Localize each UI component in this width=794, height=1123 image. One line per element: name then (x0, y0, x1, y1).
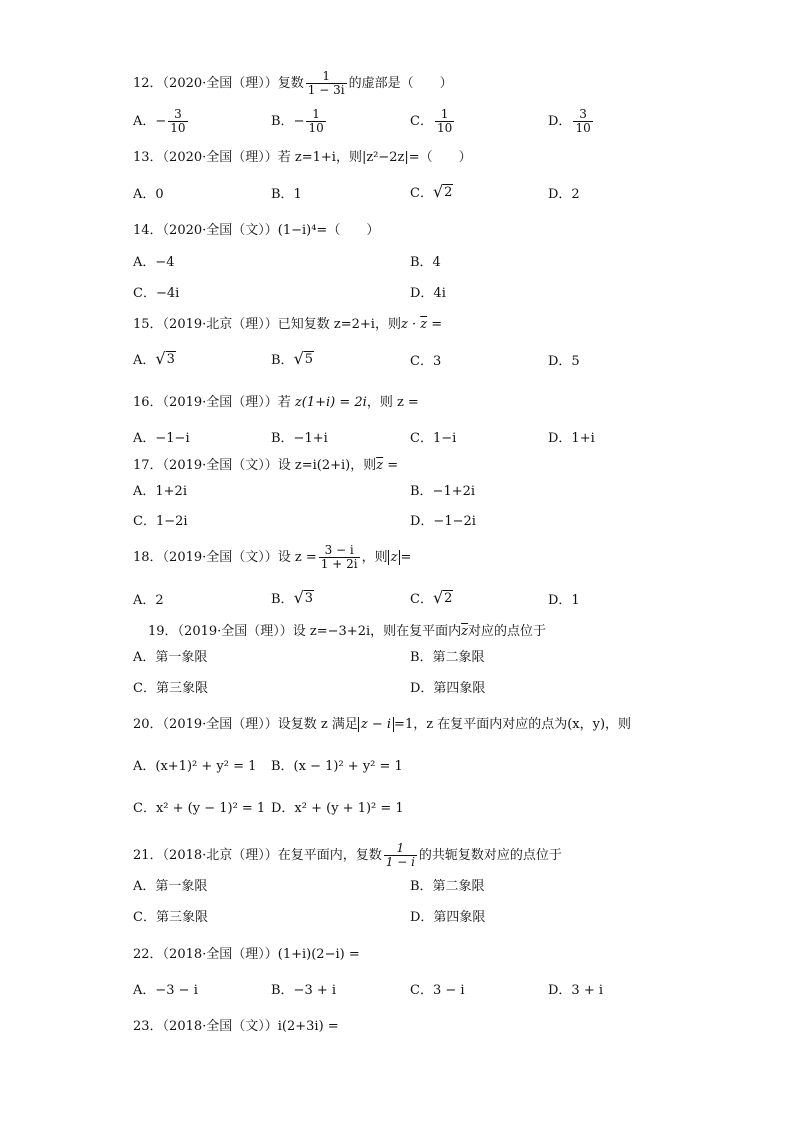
q14-option-d[interactable]: D．4i (410, 286, 446, 301)
q15-option-b[interactable] (271, 351, 314, 370)
q20-option-d[interactable]: D．x² + (y + 1)² = 1 (271, 801, 404, 816)
q12-option-c[interactable] (410, 108, 456, 135)
q17-option-c[interactable]: C．1−2i (133, 514, 188, 529)
q12-a-den: 10 (170, 121, 186, 135)
q18-c-label: C． (410, 592, 433, 607)
q19-stem-zbar: $\overline{z}$ (461, 624, 468, 639)
q21-option-d[interactable]: D．第四象限 (410, 910, 486, 925)
q15-a-radicand: 3 (166, 352, 175, 367)
q19-option-c[interactable]: C．第三象限 (133, 681, 208, 696)
q15-stem-zbar: $\overline{z}$ (420, 317, 428, 332)
question-17-stem (133, 457, 398, 475)
q18-b-sqrt: √ 3 (293, 588, 314, 607)
q22-option-c[interactable]: C．3 − i (410, 983, 465, 998)
q18-stem-eq: = (400, 550, 412, 565)
q17-option-a[interactable]: A．1+2i (133, 484, 187, 499)
q16-stem-prefix: 16．（2019·全国（理））若 (133, 395, 291, 410)
q20-option-a[interactable]: A．(x+1)² + y² = 1 (133, 759, 257, 774)
q12-option-b[interactable] (271, 108, 328, 135)
q12-a-frac (168, 108, 187, 135)
q18-option-d[interactable]: D．1 (548, 593, 580, 608)
q12-option-d[interactable] (548, 108, 595, 135)
q13-option-a[interactable]: A．0 (133, 187, 164, 202)
q18-frac-den: 1 + 2i (320, 557, 358, 571)
question-19-stem (148, 623, 546, 641)
q17-option-d[interactable]: D．−1−2i (410, 514, 476, 529)
q12-c-num: 1 (440, 107, 449, 121)
question-13-stem: 13．（2020·全国（理））若 z=1+i，则|z²−2z|=（ ） (133, 150, 472, 165)
q12-c-frac (435, 108, 454, 135)
q20-stem-abs: z − i (358, 717, 394, 732)
question-20-stem (133, 716, 631, 734)
q16-option-d[interactable]: D．1+i (548, 431, 595, 446)
q14-option-b[interactable]: B．4 (410, 255, 441, 270)
q17-option-b[interactable]: B．−1+2i (410, 484, 476, 499)
q21-option-a[interactable]: A．第一象限 (133, 879, 208, 894)
q12-frac-den: 1 − 3i (307, 83, 345, 97)
q16-option-b[interactable]: B．−1+i (271, 431, 328, 446)
q18-c-radicand: 2 (444, 591, 453, 606)
q21-option-b[interactable]: B．第二象限 (410, 879, 485, 894)
q13-c-label: C． (410, 186, 433, 201)
question-12-stem (133, 70, 453, 97)
question-22-stem: 22．（2018·全国（理））(1+i)(2−i) = (133, 947, 360, 962)
q18-frac-num: 3 − i (324, 543, 354, 557)
q15-a-label: A． (133, 353, 156, 368)
q12-c-label: C． (410, 114, 433, 129)
q13-c-radicand: 2 (444, 185, 453, 200)
q18-option-c[interactable] (410, 590, 453, 609)
q15-b-radicand: 5 (304, 352, 314, 367)
q13-option-d[interactable]: D．2 (548, 187, 580, 202)
q21-frac-den: 1 − i (385, 855, 415, 869)
q12-b-sign: − (293, 114, 305, 129)
q12-option-a[interactable] (133, 108, 190, 135)
q12-d-label: D． (548, 114, 572, 129)
q13-option-b[interactable]: B．1 (271, 187, 302, 202)
q22-option-d[interactable]: D．3 + i (548, 983, 604, 998)
q20-option-c[interactable]: C．x² + (y − 1)² = 1 (133, 801, 266, 816)
q12-b-den: 10 (308, 121, 324, 135)
q18-stem-abs: z (388, 550, 401, 565)
question-14-stem: 14．（2020·全国（文））(1−i)⁴=（ ） (133, 223, 380, 238)
q21-stem-suffix: 的共轭复数对应的点位于 (418, 848, 562, 863)
question-15-stem (133, 316, 442, 334)
q18-option-a[interactable]: A．2 (133, 593, 164, 608)
q17-stem-prefix: 17．（2019·全国（文））设 z=i(2+i)，则 (133, 458, 377, 473)
q15-option-c[interactable]: C．3 (410, 354, 442, 369)
q12-fraction (306, 70, 347, 97)
q16-stem-expr: z(1+i) = 2i (290, 395, 367, 410)
q12-c-den: 10 (436, 121, 453, 135)
q12-b-num: 1 (312, 107, 320, 121)
q14-option-c[interactable]: C．−4i (133, 286, 180, 301)
q13-option-c[interactable] (410, 184, 453, 203)
q22-option-a[interactable]: A．−3 − i (133, 983, 198, 998)
q21-fraction (384, 842, 417, 869)
q21-frac-num: 1 (396, 841, 405, 855)
q12-b-frac (306, 108, 325, 135)
q18-option-b[interactable] (271, 590, 314, 609)
q12-d-num: 3 (579, 107, 587, 121)
q19-stem-suffix: 对应的点位于 (467, 624, 546, 639)
q12-stem-suffix: 的虚部是（ ） (348, 76, 453, 91)
question-18-stem (133, 544, 411, 571)
q16-stem-suffix: ，则 z = (366, 395, 419, 410)
q18-fraction (319, 544, 360, 571)
question-23-stem: 23．（2018·全国（文））i(2+3i) = (133, 1019, 339, 1034)
q14-option-a[interactable]: A．−4 (133, 255, 175, 270)
q19-option-d[interactable]: D．第四象限 (410, 681, 486, 696)
q18-b-label: B． (271, 592, 294, 607)
q22-option-b[interactable]: B．−3 + i (271, 983, 337, 998)
q18-b-radicand: 3 (304, 591, 314, 606)
q18-stem-mid: ，则 (361, 550, 388, 565)
q16-option-c[interactable]: C．1−i (410, 431, 457, 446)
q19-stem-prefix: 19．（2019·全国（理））设 z=−3+2i，则在复平面内 (148, 624, 462, 639)
q12-d-frac (573, 108, 592, 135)
q15-stem-eq: = (427, 317, 443, 332)
q21-stem-prefix: 21．（2018·北京（理））在复平面内，复数 (133, 848, 382, 863)
q18-stem-prefix: 18．（2019·全国（文））设 z = (133, 550, 317, 565)
q15-stem-prefix: 15．（2019·北京（理））已知复数 z=2+i，则 (133, 317, 401, 332)
q17-stem-zbar: $\overline{z}$ (376, 458, 384, 473)
q20-stem-prefix: 20．（2019·全国（理））设复数 z 满足 (133, 717, 358, 732)
q15-b-label: B． (271, 353, 294, 368)
q21-option-c[interactable]: C．第三象限 (133, 910, 208, 925)
q12-a-label: A． (133, 114, 156, 129)
question-16-stem (133, 394, 419, 412)
q20-option-b[interactable]: B．(x − 1)² + y² = 1 (271, 759, 403, 774)
q15-a-sqrt: √ 3 (155, 349, 175, 368)
q15-stem-expr: z · (400, 317, 421, 332)
q20-stem-suffix: =1，z 在复平面内对应的点为(x，y)，则 (394, 717, 632, 732)
q16-option-a[interactable]: A．−1−i (133, 431, 190, 446)
q18-c-sqrt: √ 2 (432, 588, 453, 607)
q15-option-d[interactable]: D．5 (548, 354, 580, 369)
q19-option-a[interactable]: A．第一象限 (133, 650, 208, 665)
q15-option-a[interactable] (133, 351, 176, 370)
q12-stem-prefix: 12．（2020·全国（理））复数 (133, 76, 304, 91)
question-21-stem (133, 842, 562, 869)
q12-a-num: 3 (174, 107, 182, 121)
q17-stem-eq: = (383, 458, 399, 473)
q19-option-b[interactable]: B．第二象限 (410, 650, 485, 665)
q13-c-sqrt: √ 2 (432, 182, 453, 201)
q12-b-label: B． (271, 114, 294, 129)
q15-b-sqrt: √ 5 (293, 349, 314, 368)
q12-d-den: 10 (575, 121, 591, 135)
q12-frac-num: 1 (322, 69, 330, 83)
q12-a-sign: − (155, 114, 167, 129)
